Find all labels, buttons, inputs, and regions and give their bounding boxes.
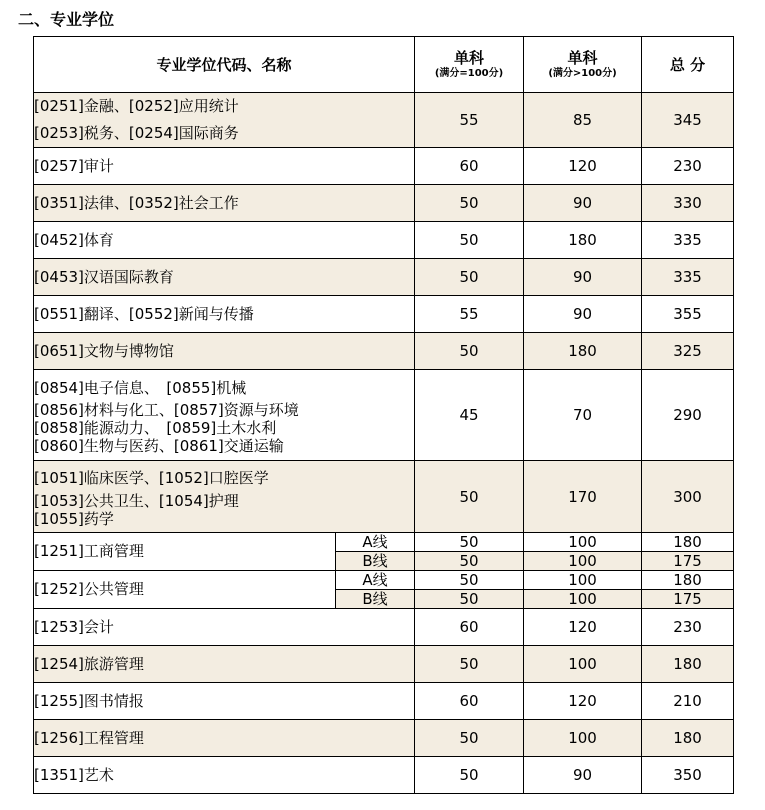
single1-value: 55 xyxy=(415,93,524,148)
single2-value: 70 xyxy=(524,370,642,461)
major-name: [0452]体育 xyxy=(34,222,415,259)
single2-value: 120 xyxy=(524,609,642,646)
single2-value: 180 xyxy=(524,222,642,259)
single1-value: 50 xyxy=(415,590,524,609)
single1-value: 50 xyxy=(415,571,524,590)
major-line: [0251]金融、[0252]应用统计 xyxy=(34,97,239,115)
table-row xyxy=(34,333,734,370)
single2-value: 90 xyxy=(524,259,642,296)
table-row xyxy=(34,370,734,461)
table-row xyxy=(34,720,734,757)
header-single2 xyxy=(524,37,642,93)
table-row xyxy=(34,93,734,148)
single2-value: 100 xyxy=(524,552,642,571)
single1-value: 60 xyxy=(415,148,524,185)
major-name: [0453]汉语国际教育 xyxy=(34,259,415,296)
major-name: [0651]文物与博物馆 xyxy=(34,333,415,370)
major-line: [0854]电子信息、 [0855]机械 xyxy=(34,379,247,397)
single2-value: 120 xyxy=(524,683,642,720)
single1-value: 60 xyxy=(415,683,524,720)
header-single1-label: 单科 xyxy=(454,49,485,67)
single2-value: 120 xyxy=(524,148,642,185)
header-single2-sub: (满分>100分) xyxy=(548,68,617,79)
single1-value: 60 xyxy=(415,609,524,646)
major-name: [0257]审计 xyxy=(34,148,415,185)
major-name: [1251]工商管理 xyxy=(34,533,336,571)
total-value: 180 xyxy=(642,646,734,683)
total-value: 300 xyxy=(642,461,734,533)
line-b-label: B线 xyxy=(336,590,415,609)
table-row xyxy=(34,646,734,683)
single1-value: 50 xyxy=(415,259,524,296)
total-value: 335 xyxy=(642,259,734,296)
line-a-label: A线 xyxy=(336,571,415,590)
major-name: [1252]公共管理 xyxy=(34,571,336,609)
major-name xyxy=(34,370,415,461)
header-total: 总 分 xyxy=(642,37,734,93)
total-value: 290 xyxy=(642,370,734,461)
major-name: [0351]法律、[0352]社会工作 xyxy=(34,185,415,222)
single1-value: 50 xyxy=(415,552,524,571)
major-line: [1055]药学 xyxy=(34,510,114,528)
table-row xyxy=(34,533,734,552)
total-value: 350 xyxy=(642,757,734,794)
major-name: [1253]会计 xyxy=(34,609,415,646)
major-name xyxy=(34,461,415,533)
major-name xyxy=(34,93,415,148)
table-row xyxy=(34,757,734,794)
major-line: [1053]公共卫生、[1054]护理 xyxy=(34,492,239,510)
table-row xyxy=(34,461,734,533)
major-line: [1051]临床医学、[1052]口腔医学 xyxy=(34,469,269,487)
single1-value: 50 xyxy=(415,533,524,552)
single1-value: 50 xyxy=(415,646,524,683)
single2-value: 180 xyxy=(524,333,642,370)
score-table xyxy=(33,36,734,794)
total-value: 180 xyxy=(642,533,734,552)
single1-value: 50 xyxy=(415,185,524,222)
major-line: [0860]生物与医药、[0861]交通运输 xyxy=(34,437,284,455)
total-value: 180 xyxy=(642,571,734,590)
table-row xyxy=(34,683,734,720)
single2-value: 85 xyxy=(524,93,642,148)
line-a-label: A线 xyxy=(336,533,415,552)
header-name: 专业学位代码、名称 xyxy=(34,37,415,93)
total-value: 210 xyxy=(642,683,734,720)
single1-value: 50 xyxy=(415,720,524,757)
single2-value: 100 xyxy=(524,646,642,683)
table-row xyxy=(34,148,734,185)
header-single1-sub: (满分=100分) xyxy=(434,68,504,79)
table-row xyxy=(34,185,734,222)
single1-value: 55 xyxy=(415,296,524,333)
major-line: [0858]能源动力、 [0859]土木水利 xyxy=(34,419,277,437)
single2-value: 90 xyxy=(524,757,642,794)
single1-value: 45 xyxy=(415,370,524,461)
major-name: [1351]艺术 xyxy=(34,757,415,794)
single2-value: 100 xyxy=(524,720,642,757)
total-value: 325 xyxy=(642,333,734,370)
single2-value: 100 xyxy=(524,571,642,590)
total-value: 335 xyxy=(642,222,734,259)
single2-value: 170 xyxy=(524,461,642,533)
total-value: 175 xyxy=(642,590,734,609)
section-heading: 二、专业学位 xyxy=(18,10,115,29)
major-line: [0856]材料与化工、[0857]资源与环境 xyxy=(34,401,299,419)
table-row xyxy=(34,571,734,590)
total-value: 180 xyxy=(642,720,734,757)
header-row xyxy=(34,37,734,93)
header-single1 xyxy=(415,37,524,93)
single2-value: 90 xyxy=(524,296,642,333)
major-name: [1255]图书情报 xyxy=(34,683,415,720)
major-name: [0551]翻译、[0552]新闻与传播 xyxy=(34,296,415,333)
table-row xyxy=(34,259,734,296)
total-value: 355 xyxy=(642,296,734,333)
major-name: [1256]工程管理 xyxy=(34,720,415,757)
single2-value: 100 xyxy=(524,590,642,609)
single1-value: 50 xyxy=(415,222,524,259)
table-row xyxy=(34,609,734,646)
single1-value: 50 xyxy=(415,461,524,533)
major-line: [0253]税务、[0254]国际商务 xyxy=(34,124,239,142)
table-row xyxy=(34,296,734,333)
major-name: [1254]旅游管理 xyxy=(34,646,415,683)
total-value: 175 xyxy=(642,552,734,571)
total-value: 230 xyxy=(642,148,734,185)
single2-value: 100 xyxy=(524,533,642,552)
table-row xyxy=(34,222,734,259)
line-b-label: B线 xyxy=(336,552,415,571)
total-value: 330 xyxy=(642,185,734,222)
total-value: 345 xyxy=(642,93,734,148)
header-single2-label: 单科 xyxy=(567,49,598,67)
total-value: 230 xyxy=(642,609,734,646)
single1-value: 50 xyxy=(415,757,524,794)
single1-value: 50 xyxy=(415,333,524,370)
single2-value: 90 xyxy=(524,185,642,222)
